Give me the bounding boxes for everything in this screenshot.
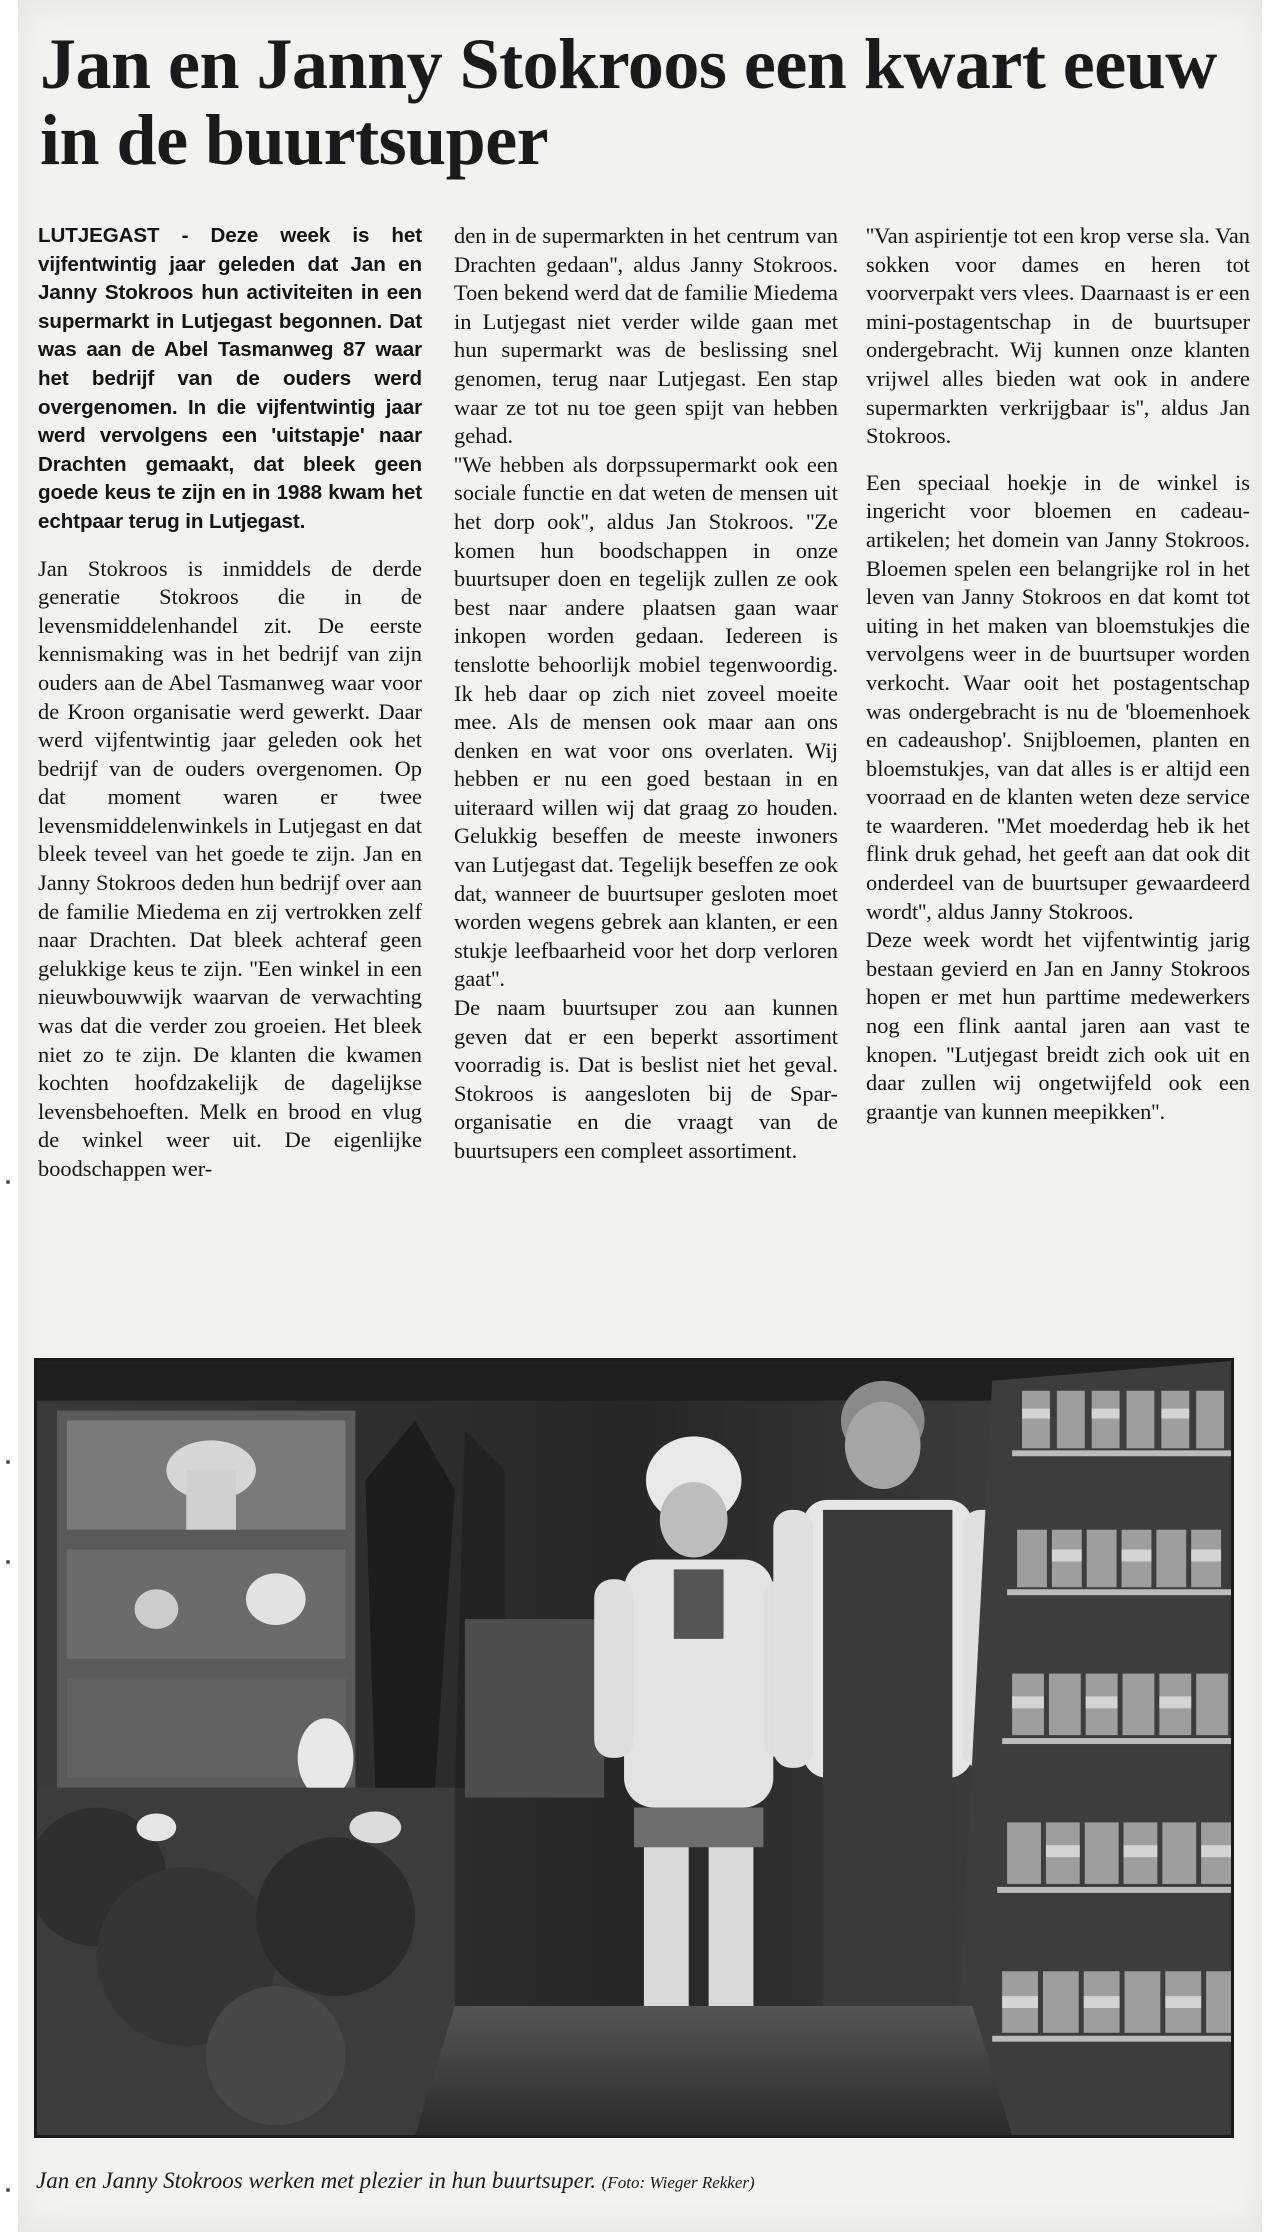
article-column-1 xyxy=(38,222,422,1332)
body-paragraph-3: De naam buurtsuper zou aan kunnen geven dat er een beperkt assortiment voorradig is. Dat is beslist niet het geval. Stokroos is aangesloten bij de Spar-organisatie en die vraagt van de buurtsupers een compleet assortiment. xyxy=(454,995,838,1163)
floor xyxy=(415,2006,1012,2135)
shop-interior-photo xyxy=(37,1361,1231,2135)
article-headline: Jan en Janny Stokroos een kwart eeuw in de buurtsuper xyxy=(40,24,1217,180)
dateline: LUTJEGAST - xyxy=(38,224,189,247)
photo-credit: (Foto: Wieger Rekker) xyxy=(601,2173,755,2192)
body-paragraph-4: Een speciaal hoekje in de winkel is ingericht voor bloemen en cadeau-artikelen; het domein van Janny Stokroos. Bloemen spelen een belangrijke rol in het leven van Janny Stokroos en dat komt tot uiting in het maken van bloemstukjes die vervolgens weer in de buurtsuper worden verkocht. Waar ooit het postagentschap was ondergebracht is nu de 'bloemenhoek en cadeaushop'. Snijbloemen, planten en bloemstukjes, van dat alles is er altijd een voorraad en de klanten weten deze service te waarderen. ''Met moederdag heb ik het flink druk gehad, het geeft aan dat ook dit onderdeel van de buurtsuper gewaardeerd wordt'', aldus Janny Stokroos. xyxy=(866,469,1250,924)
photo-caption xyxy=(36,2168,1236,2194)
article-photo xyxy=(34,1358,1234,2138)
scan-edge-marks xyxy=(4,0,14,2232)
article-column-2 xyxy=(454,222,838,1332)
body-paragraph-1-continued: den in de supermarkten in het centrum van Drachten gedaan'', aldus Janny Stokroos. Toen bekend werd dat de familie Miedema in Lutjegast niet verder wilde gaan met hun supermarkt was de beslissing snel genomen, terug naar Lutjegast. Een stap waar ze tot nu toe geen spijt van hebben gehad. xyxy=(454,223,838,449)
body-paragraph-3-continued: ''Van aspirientje tot een krop verse sla. Van sokken voor dames en heren tot voorverpakt vers vlees. Daarnaast is er een mini-postagentschap in de buurtsuper ondergebracht. Wij kunnen onze klanten vrijwel alles bieden wat ook in andere supermarkten verkrijgbaar is'', aldus Jan Stokroos. xyxy=(866,223,1250,449)
body-paragraph-2: ''We hebben als dorpssupermarkt ook een sociale functie en dat weten de mensen uit het dorp ook'', aldus Jan Stokroos. ''Ze komen hun boodschappen in onze buurtsuper doen en tegelijk zullen ze ook best naar andere plaatsen gaan waar inkopen worden gedaan. Iedereen is tenslotte behoorlijk mobiel tegenwoordig. Ik heb daar op zich niet zoveel moeite mee. Als de mensen ook maar aan ons denken en wat voor ons overlaten. Wij hebben er nu een goed bestaan in en uiteraard willen wij dat graag zo houden. Gelukkig beseffen de meeste inwoners van Lutjegast dat. Tegelijk beseffen ze ook dat, wanneer de buurtsuper gesloten moet worden wegens gebrek aan klanten, er een stukje leefbaarheid voor het dorp verloren gaat''. xyxy=(454,451,838,992)
caption-text: Jan en Janny Stokroos werken met plezier in hun buurtsuper. xyxy=(36,2168,596,2193)
lead-text: Deze week is het vijfentwintig jaar geleden dat Jan en Janny Stokroos hun activiteiten in een supermarkt in Lutjegast begonnen. Dat was aan de Abel Tasmanweg 87 waar het bedrijf van de ouders werd overgenomen. In die vijfentwintig jaar werd vervolgens een 'uitstapje' naar Drachten gemaakt, dat bleek geen goede keus te zijn en in 1988 kwam het echtpaar terug in Lutjegast. xyxy=(38,224,423,533)
body-paragraph-5: Deze week wordt het vijfentwintig jarig bestaan gevierd en Jan en Janny Stokroos hopen er met hun parttime medewerkers nog een flink aantal jaren aan vast te knopen. ''Lutjegast breidt zich ook uit en daar zullen wij ongetwijfeld ook een graantje van kunnen meepikken''. xyxy=(866,927,1250,1124)
body-paragraph-1: Jan Stokroos is inmiddels de derde generatie Stokroos die in de levensmiddelenhandel zit. De eerste kennismaking was in het bedrijf van zijn ouders aan de Abel Tasmanweg waar voor de Kroon organisatie werd gewerkt. Daar werd vijfentwintig jaar geleden ook het bedrijf van de ouders overgenomen. Op dat moment waren er twee levensmiddelenwinkels in Lutjegast en dat bleek teveel van het goede te zijn. Jan en Janny Stokroos deden hun bedrijf over aan de familie Miedema en zij vertrokken zelf naar Drachten. Dat bleek achteraf geen gelukkige keus te zijn. ''Een winkel in een nieuwbouwwijk waarvan de verwachting was dat die verder zou groeien. Het bleek niet zo te zijn. De klanten die kwamen kochten hoofdzakelijk de dagelijkse levensbehoeften. Melk en brood en vlug de winkel weer uit. De eigenlijke boodschappen wer- xyxy=(38,555,422,1181)
article-column-3 xyxy=(866,222,1250,1332)
article-lead xyxy=(38,222,422,537)
grocery-shelves xyxy=(952,1361,1231,2135)
